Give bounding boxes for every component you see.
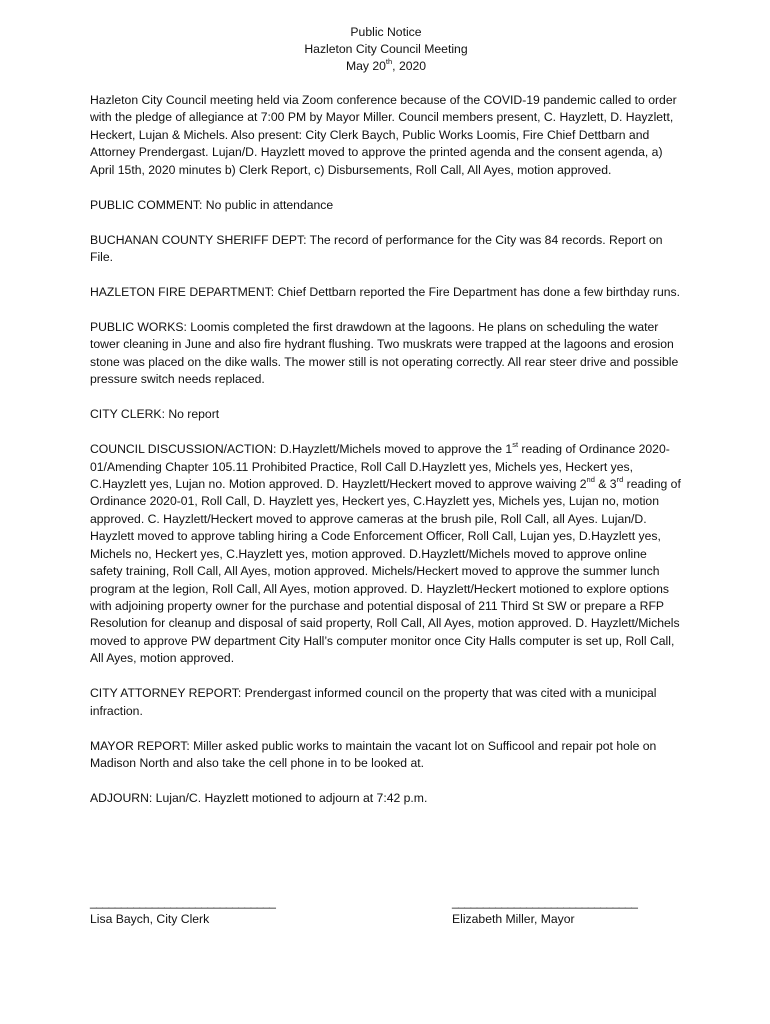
mayor-signature	[452, 894, 637, 929]
mayor-signature-line: ______________________________	[452, 895, 638, 909]
council-sup-second: nd	[586, 475, 595, 484]
mayor-name: Elizabeth Miller, Mayor	[452, 912, 575, 927]
opening-paragraph: Hazleton City Council meeting held via Zoom conference because of the COVID-19 pandemic called to order with the pledge of allegiance at 7:00 PM by Mayor Miller. Council members present, C. Hayzlett, D. Hayzlett, Heckert, Lujan & Michels. Also present: City Clerk Baych, Public Works Loomis, Fire Chief Dettbarn and Attorney Prendergast. Lujan/D. Hayzlett moved to approve the printed agenda and the consent agenda, a) April 15th, 2020 minutes b) Clerk Report, c) Disbursements, Roll Call, All Ayes, motion approved.	[90, 93, 677, 177]
meeting-date-superscript: th	[385, 56, 393, 66]
council-text-part2: reading of Ordinance 2020-01/Amending Chapter 105.11 Prohibited Practice, Roll Call D.Hayzlett yes, Michels yes, Heckert yes, C.Hayzlett yes, Lujan no. Motion approved. D. Hayzlett/Heckert moved to approve waiving 2	[90, 442, 670, 492]
council-discussion-paragraph	[90, 441, 682, 667]
meeting-title: Hazleton City Council Meeting	[304, 42, 468, 56]
meeting-date-suffix: , 2020	[392, 59, 427, 73]
adjourn-paragraph: ADJOURN: Lujan/C. Hayzlett motioned to adjourn at 7:42 p.m.	[90, 790, 428, 805]
city-clerk-paragraph: CITY CLERK: No report	[90, 407, 220, 422]
meeting-date-prefix: May 20	[345, 59, 386, 73]
council-text-part4: reading of Ordinance 2020-01, Roll Call, D. Hayzlett yes, Heckert yes, C.Hayzlett yes, Michels yes, Lujan no, motion approved. C. Hayzlett/Heckert moved to approve cameras at the brush pile, Roll Call, all Ayes. Lujan/D. Hayzlett moved to approve tabling hiring a Code Enforcement Officer, Roll Call, Lujan yes, D.Hayzlett yes, Michels no, Heckert yes, C.Hayzlett yes, motion approved. D.Hayzlett/Michels moved to approve online safety training, Roll Call, All Ayes, motion approved. Michels/Heckert moved to approve the summer lunch program at the legion, Roll Call, All Ayes, motion approved. D. Hayzlett/Heckert motioned to explore options with adjoining property owner for the purchase and potential disposal of 211 Third St SW or prepare a RFP Resolution for cleanup and disposal of said property, Roll Call, All Ayes, motion approved. D. Hayzlett/Michels moved to approve PW department City Hall’s computer monitor once City Halls computer is set up, Roll Call, All Ayes, motion approved.	[90, 477, 681, 666]
council-sup-third: rd	[616, 475, 624, 484]
public-notice-document	[90, 24, 682, 825]
public-works-paragraph: PUBLIC WORKS: Loomis completed the first drawdown at the lagoons. He plans on scheduling the water tower cleaning in June and also fire hydrant flushing. Two muskrats were trapped at the lagoons and erosion stone was placed on the dike walls. The mower still is not operating correctly. All rear steer drive and possible pressure switch needs replaced.	[90, 320, 679, 387]
notice-title: Public Notice	[350, 25, 422, 39]
city-attorney-paragraph: CITY ATTORNEY REPORT: Prendergast informed council on the property that was cited with a municipal infraction.	[90, 686, 657, 718]
clerk-signature-line: ______________________________	[90, 895, 276, 909]
clerk-name: Lisa Baych, City Clerk	[90, 912, 210, 927]
council-text-part3: & 3	[594, 477, 617, 492]
sheriff-paragraph: BUCHANAN COUNTY SHERIFF DEPT: The record of performance for the City was 84 records. Report on File.	[90, 232, 663, 265]
fire-department-paragraph: HAZLETON FIRE DEPARTMENT: Chief Dettbarn reported the Fire Department has done a few birthday runs.	[90, 285, 680, 300]
clerk-signature	[90, 894, 275, 929]
council-sup-first: st	[512, 440, 519, 450]
document-header	[90, 24, 682, 75]
public-comment-paragraph: PUBLIC COMMENT: No public in attendance	[90, 197, 334, 212]
council-text-part1: COUNCIL DISCUSSION/ACTION: D.Hayzlett/Michels moved to approve the 1	[90, 442, 513, 457]
meeting-date	[90, 58, 682, 75]
mayor-report-paragraph: MAYOR REPORT: Miller asked public works to maintain the vacant lot on Sufficool and repair pot hole on Madison North and also take the cell phone in to be looked at.	[90, 738, 657, 770]
